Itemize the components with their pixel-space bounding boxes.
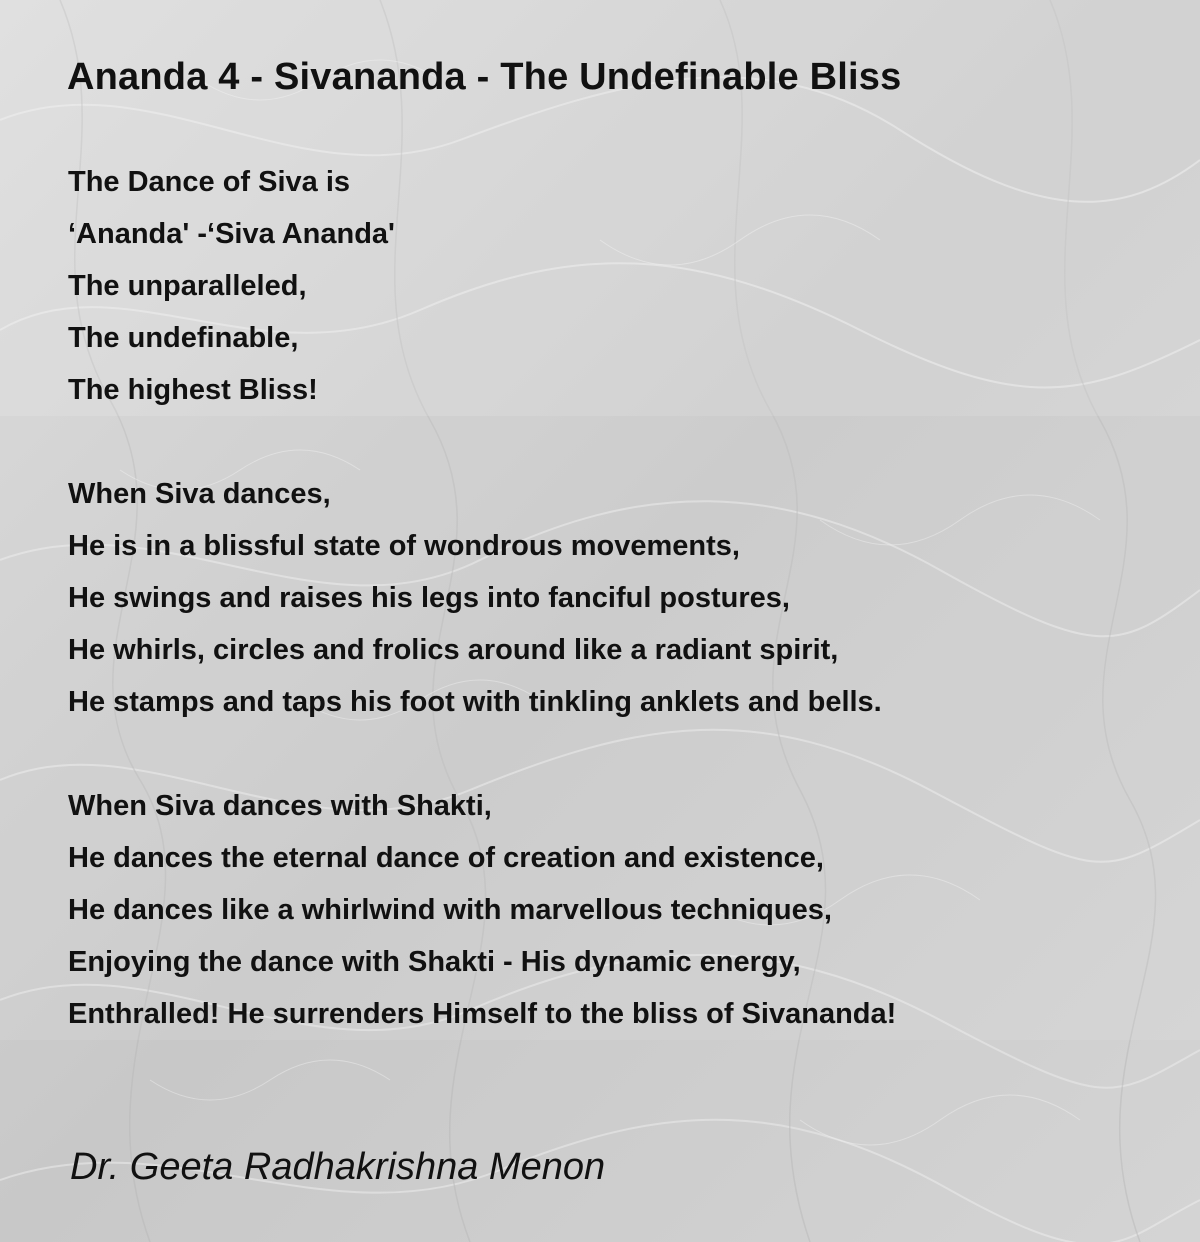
poem-line: He whirls, circles and frolics around like a radiant spirit, xyxy=(68,634,839,666)
poem-line: He is in a blissful state of wondrous movements, xyxy=(68,530,740,562)
poem-line: When Siva dances, xyxy=(68,478,331,510)
poem-title: Ananda 4 - Sivananda - The Undefinable Bliss xyxy=(67,56,902,98)
poem-line: The Dance of Siva is xyxy=(68,166,351,198)
poem-line: The highest Bliss! xyxy=(68,374,318,406)
poem-author: Dr. Geeta Radhakrishna Menon xyxy=(70,1146,606,1188)
poem-line: He dances like a whirlwind with marvellous techniques, xyxy=(68,894,832,926)
stanza xyxy=(68,780,1168,1040)
poem-line: ‘Ananda' -‘Siva Ananda' xyxy=(68,218,395,250)
poem-line: He stamps and taps his foot with tinkling anklets and bells. xyxy=(68,686,882,718)
poem-line: When Siva dances with Shakti, xyxy=(68,790,492,822)
poem-line: The undefinable, xyxy=(68,322,299,354)
poem-line: Enjoying the dance with Shakti - His dynamic energy, xyxy=(68,946,801,978)
stanza xyxy=(68,468,1168,728)
poem-line: He dances the eternal dance of creation and existence, xyxy=(68,842,824,874)
poem-body xyxy=(68,156,1168,1092)
stanza xyxy=(68,156,1168,416)
poem-line: He swings and raises his legs into fanciful postures, xyxy=(68,582,790,614)
poem-line: The unparalleled, xyxy=(68,270,307,302)
poem-line: Enthralled! He surrenders Himself to the bliss of Sivananda! xyxy=(68,998,897,1030)
